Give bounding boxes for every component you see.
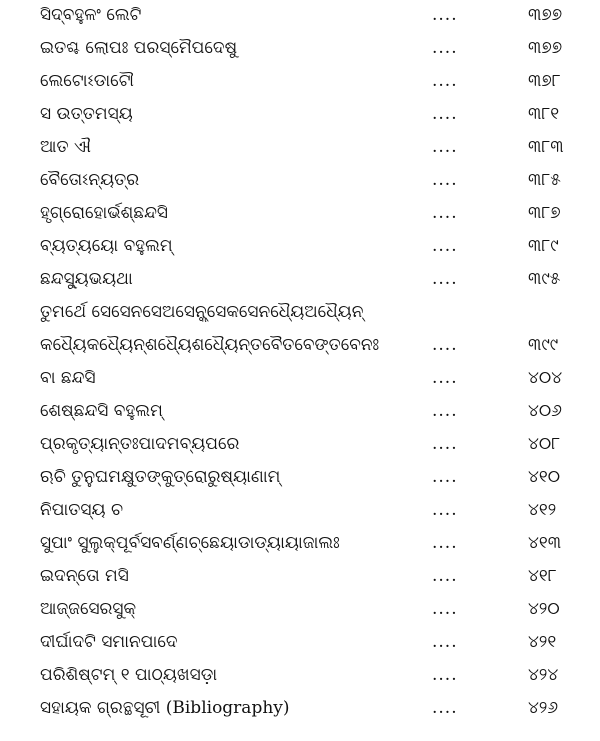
entry-title: ବ୍ୟତ୍ୟୟୋ ବହୁଲମ୍ — [40, 236, 173, 256]
leader-dots: .... — [432, 665, 458, 685]
leader-dots: .... — [432, 698, 458, 718]
page-number: ୩୮୧ — [528, 104, 560, 124]
toc-entry — [0, 431, 600, 457]
page-number: ୩୭୭ — [528, 5, 563, 25]
page-number: ୩୯୯ — [528, 335, 559, 355]
entry-title: ହୃଗ୍ରୋହୋର୍ଭଶ୍ଛନ୍ଦସି — [40, 203, 169, 223]
leader-dots: .... — [432, 566, 458, 586]
entry-title: ବା ଛନ୍ଦସି — [40, 368, 96, 388]
leader-dots: .... — [432, 368, 458, 388]
leader-dots: .... — [432, 170, 458, 190]
leader-dots: .... — [432, 104, 458, 124]
leader-dots: .... — [432, 599, 458, 619]
leader-dots: .... — [432, 632, 458, 652]
leader-dots: .... — [432, 533, 458, 553]
entry-title: ଆଜ୍ଜସେରସୁକ୍ — [40, 599, 137, 619]
page-number: ୪୨୪ — [528, 665, 559, 685]
entry-title: କଧ୍ୟୈକଧ୍ୟୈନ୍ଶଧ୍ୟୈଶଧ୍ୟୈନ୍ତବୈତବେଙ୍ତବେନଃ — [40, 335, 380, 355]
page-number: ୪୨୦ — [528, 599, 560, 619]
entry-title: ସ ଉତ୍ତମସ୍ୟ — [40, 104, 133, 124]
toc-entry — [0, 629, 600, 655]
page-number: ୩୮୫ — [528, 170, 561, 190]
toc-entry — [0, 596, 600, 622]
page-number: ୩୯୫ — [528, 269, 561, 289]
page-number: ୪୨୬ — [528, 698, 559, 718]
toc-entry — [0, 464, 600, 490]
entry-title: ଦୀର୍ଘାଦଟି ସମାନପାଦେ — [40, 632, 178, 652]
leader-dots: .... — [432, 269, 458, 289]
entry-title: ସୁପାଂ ସୁଲୁକ୍ପୂର୍ବସବର୍ଣ୍ଣଚ୍ଛେୟାଡାଡ୍ୟାୟାଜାଲଃ — [40, 533, 340, 553]
leader-dots: .... — [432, 335, 458, 355]
leader-dots: .... — [432, 434, 458, 454]
toc-entry — [0, 233, 600, 259]
toc-entry — [0, 365, 600, 391]
leader-dots: .... — [432, 38, 458, 58]
toc-entry — [0, 167, 600, 193]
page-number: ୪୧୮ — [528, 566, 557, 586]
page-number: ୩୮୩ — [528, 137, 564, 157]
page-number: ୪୧୦ — [528, 467, 561, 487]
toc-entry — [0, 68, 600, 94]
toc-entry — [0, 2, 600, 28]
entry-title: ଇଦନ୍ତୋ ମସି — [40, 566, 129, 586]
page-number: ୩୭୭ — [528, 38, 563, 58]
toc-entry — [0, 299, 600, 325]
entry-title: ବୈତୋଽନ୍ୟତ୍ର — [40, 170, 140, 190]
entry-title: ଛନ୍ଦସ୍ୟୁଭୟଥା — [40, 269, 133, 289]
leader-dots: .... — [432, 236, 458, 256]
page-number: ୪୦୬ — [528, 401, 562, 421]
leader-dots: .... — [432, 467, 458, 487]
entry-title: ଋଚି ତୁନୁଘମକ୍ଷୁତଙ୍କୁତ୍ରୋରୁଷ୍ୟାଣାମ୍ — [40, 467, 281, 487]
entry-title: ସିଦ୍‌ବହୁଳଂ ଲେଟି — [40, 5, 142, 25]
page-number: ୪୧୨ — [528, 500, 557, 520]
entry-title: ଶେଷ୍ଛନ୍ଦସି ବହୁଲମ୍ — [40, 401, 163, 421]
page-number: ୪୧୩ — [528, 533, 562, 553]
entry-title: ପ୍ରକୃତ୍ୟାନ୍ତଃପାଦମବ୍ୟପରେ — [40, 434, 240, 454]
page-number: ୪୦୮ — [528, 434, 561, 454]
leader-dots: .... — [432, 71, 458, 91]
toc-entry — [0, 200, 600, 226]
toc-entry — [0, 662, 600, 688]
entry-title: ଆତ ଐ — [40, 137, 91, 157]
leader-dots: .... — [432, 203, 458, 223]
toc-entry — [0, 101, 600, 127]
page-number: ୪୦୪ — [528, 368, 563, 388]
toc-entry — [0, 134, 600, 160]
toc-entry — [0, 530, 600, 556]
toc-entry — [0, 695, 600, 721]
page-number: ୩୮୯ — [528, 236, 559, 256]
entry-title: ସହାୟକ ଗ୍ରନ୍ଥସୂଚୀ (Bibliography) — [40, 698, 290, 718]
toc-entry — [0, 497, 600, 523]
entry-title: ଇତଶ୍ଚ ଲୋପଃ ପରସ୍ମୈପଦେଷୁ — [40, 38, 238, 58]
page-number: ୩୮୭ — [528, 203, 561, 223]
toc-entry — [0, 563, 600, 589]
toc-entry — [0, 266, 600, 292]
page-number: ୩୭୮ — [528, 71, 561, 91]
leader-dots: .... — [432, 5, 458, 25]
page-number: ୪୨୧ — [528, 632, 557, 652]
leader-dots: .... — [432, 401, 458, 421]
entry-title: ନିପାତସ୍ୟ ଚ — [40, 500, 124, 520]
toc-entry — [0, 332, 600, 358]
entry-title: ଲେଟୋଽଡାଟୌ — [40, 71, 134, 91]
leader-dots: .... — [432, 137, 458, 157]
toc-entry — [0, 398, 600, 424]
entry-title: ପରିଶିଷ୍ଟମ୍ ୧ ପାଠ୍ୟଖସଡ଼ା — [40, 665, 218, 685]
toc-entry — [0, 35, 600, 61]
entry-title: ତୁମର୍ଥେ ସେସେନସେଅସେନ୍କ୍ସେକସେନଧ୍ୟୈଅଧ୍ୟୈନ୍ — [40, 302, 364, 322]
leader-dots: .... — [432, 500, 458, 520]
